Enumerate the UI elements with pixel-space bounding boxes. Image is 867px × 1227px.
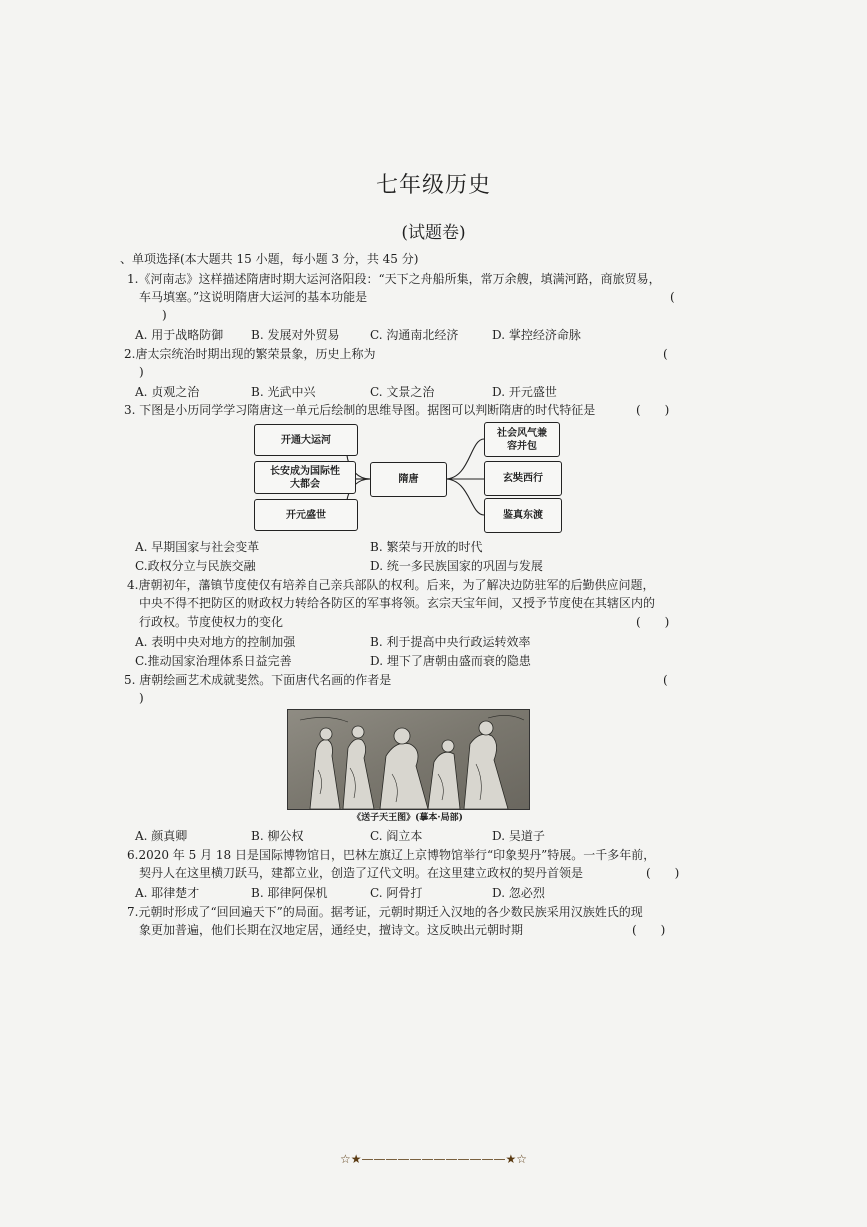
q3-option-c: C.政权分立与民族交融 [135,559,256,573]
q5-answer-paren-close: ) [139,691,144,705]
mindmap-node-changan: 长安成为国际性大都会 [254,461,356,494]
q5-option-a: A. 颜真卿 [135,829,188,843]
painting-image [287,709,530,810]
q5-option-c: C. 阎立本 [370,829,423,843]
q4-option-d: D. 埋下了唐朝由盛而衰的隐患 [370,654,531,668]
q2-option-d: D. 开元盛世 [492,385,557,399]
q6-option-c: C. 阿骨打 [370,886,423,900]
q2-option-b: B. 光武中兴 [251,385,316,399]
q4-line-3: 行政权。节度使权力的变化 [139,615,284,629]
q6-option-d: D. 忽必烈 [492,886,545,900]
q1-option-c: C. 沟通南北经济 [370,328,459,342]
q5-answer-paren-open: ( [663,673,668,687]
q1-line-2: 车马填塞。”这说明隋唐大运河的基本功能是 [139,290,368,304]
q4-line-1: 4.唐朝初年，藩镇节度使仅有培养自己亲兵部队的权利。后来，为了解决边防驻军的后勤供应问题， [127,578,655,592]
q1-line-1: 1.《河南志》这样描述隋唐时期大运河洛阳段：“天下之舟船所集，常万余艘，填满河路，商旅贸易， [127,272,661,286]
mindmap-node-xuanzang: 玄奘西行 [484,461,562,496]
q1-answer-paren-open: ( [670,290,675,304]
page-title: 七年级历史 [375,173,491,198]
q6-line-1: 6.2020 年 5 月 18 日是国际博物馆日，巴林左旗辽上京博物馆举行“印象契丹”特展。一千多年前， [127,848,656,862]
q7-answer-paren: ( ) [632,923,666,937]
q5-line-1: 5. 唐朝绘画艺术成就斐然。下面唐代名画的作者是 [124,673,392,687]
mindmap-node-social-ethos: 社会风气兼容并包 [484,422,560,457]
q2-answer-paren-close: ) [139,365,144,379]
q1-option-b: B. 发展对外贸易 [251,328,340,342]
q3-line-1: 3. 下图是小历同学学习隋唐这一单元后绘制的思维导图。据图可以判断隋唐的时代特征是 [124,403,596,417]
q1-option-d: D. 掌控经济命脉 [492,328,581,342]
q1-answer-paren-close: ) [162,308,167,322]
page-subtitle: (试题卷) [401,223,466,243]
q6-option-b: B. 耶律阿保机 [251,886,328,900]
q6-line-2: 契丹人在这里横刀跃马，建都立业，创造了辽代文明。在这里建立政权的契丹首领是 [139,866,584,880]
q7-line-1: 7.元朝时形成了“回回遍天下”的局面。据考证，元朝时期迁入汉地的各少数民族采用汉族姓氏的现 [127,905,643,919]
page-footer-ornament: ☆★————————————★☆ [339,1152,528,1166]
q5-option-d: D. 吴道子 [492,829,545,843]
mindmap-node-jianzhen: 鉴真东渡 [484,498,562,533]
q2-line-1: 2.唐太宗统治时期出现的繁荣景象，历史上称为 [124,347,376,361]
q4-option-b: B. 利于提高中央行政运转效率 [370,635,531,649]
mindmap-node-grand-canal: 开通大运河 [254,424,358,456]
mindmap-center-suitang: 隋唐 [370,462,447,497]
q4-option-a: A. 表明中央对地方的控制加强 [135,635,296,649]
q1-option-a: A. 用于战略防御 [135,328,224,342]
q3-option-d: D. 统一多民族国家的巩固与发展 [370,559,543,573]
painting-caption: 《送子天王图》(摹本·局部) [352,813,463,823]
q6-option-a: A. 耶律楚才 [135,886,200,900]
q4-line-2: 中央不得不把防区的财政权力转给各防区的军事将领。玄宗天宝年间，又授予节度使在其辖区内的 [139,596,656,610]
section-heading: 、单项选择(本大题共 15 小题，每小题 3 分，共 45 分) [120,252,419,266]
q3-option-b: B. 繁荣与开放的时代 [370,540,483,554]
q6-answer-paren: ( ) [646,866,680,880]
q2-option-c: C. 文景之治 [370,385,435,399]
q2-option-a: A. 贞观之治 [135,385,200,399]
q3-option-a: A. 早期国家与社会变革 [135,540,260,554]
mindmap-node-kaiyuan: 开元盛世 [254,499,358,531]
q2-answer-paren-open: ( [663,347,668,361]
q4-option-c: C.推动国家治理体系日益完善 [135,654,292,668]
q4-answer-paren: ( ) [636,615,670,629]
q7-line-2: 象更加普遍，他们长期在汉地定居，通经史，擅诗文。这反映出元朝时期 [139,923,524,937]
q3-answer-paren: ( ) [636,403,670,417]
q5-option-b: B. 柳公权 [251,829,304,843]
